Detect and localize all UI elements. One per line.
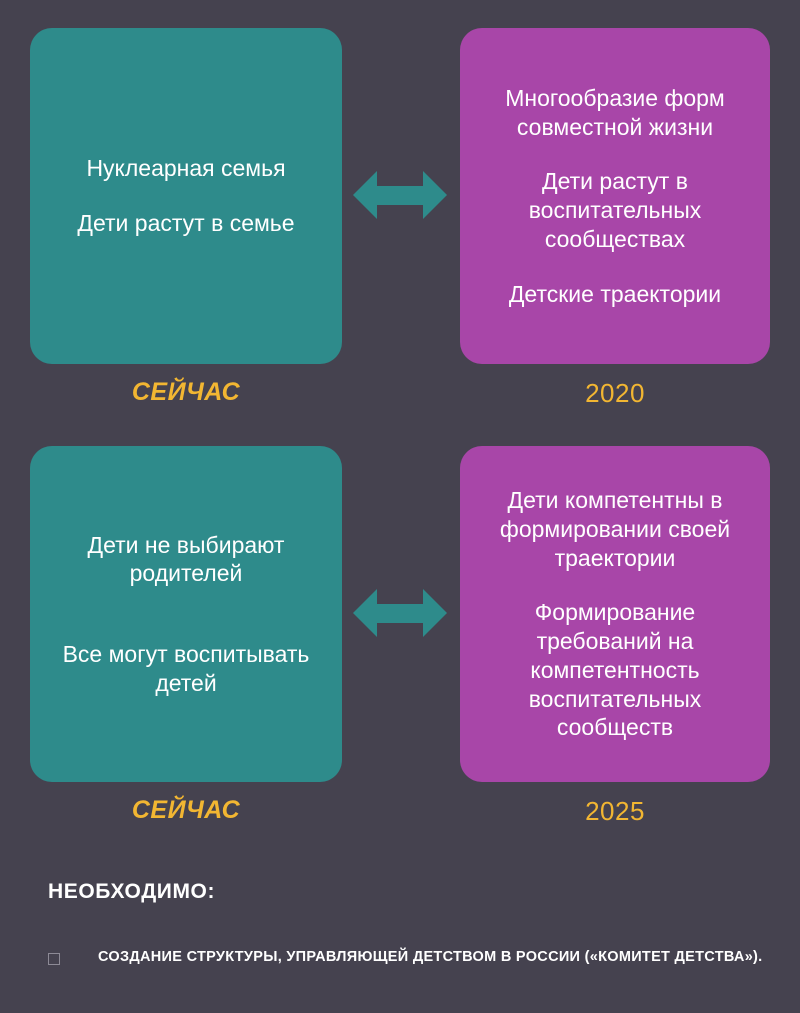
double-arrow-icon	[353, 583, 447, 643]
card-line: Дети не выбирают родителей	[87, 531, 285, 587]
caption-2025: 2025	[585, 796, 645, 826]
caption-now-parents: СЕЙЧАС	[131, 796, 241, 824]
card-line: Формирование требований на компетентность воспитательных сообществ	[528, 599, 702, 741]
card-now-family	[30, 28, 342, 364]
footer-title: НЕОБХОДИМО:	[48, 880, 216, 903]
card-line: Дети растут в семье	[77, 210, 295, 236]
card-line: Многообразие форм совместной жизни	[505, 84, 725, 140]
card-now-parents	[30, 446, 342, 782]
card-line: Все могут воспитывать детей	[62, 641, 310, 696]
bullet-square-icon	[48, 953, 60, 965]
double-arrow-icon	[353, 165, 447, 225]
footer-bullet-text: СОЗДАНИЕ СТРУКТУРЫ, УПРАВЛЯЮЩЕЙ ДЕТСТВОМ В РОССИИ («КОМИТЕТ ДЕТСТВА»).	[98, 949, 763, 965]
card-2020-forms	[460, 28, 770, 364]
footer-section	[0, 880, 800, 967]
card-2025-competence	[460, 446, 770, 782]
caption-2020: 2020	[585, 378, 645, 408]
card-line: Дети растут в воспитательных сообществах	[528, 168, 702, 252]
card-line: Детские траектории	[508, 280, 722, 307]
block-now-family	[30, 28, 342, 407]
footer-bullet-item	[48, 948, 800, 967]
block-2020-forms	[460, 28, 770, 409]
card-line: Нуклеарная семья	[86, 155, 286, 182]
caption-now-family: СЕЙЧАС	[131, 378, 241, 406]
block-2025-competence	[460, 446, 770, 827]
block-now-parents	[30, 446, 342, 825]
card-line: Дети компетентны в формировании своей траектории	[499, 487, 731, 571]
